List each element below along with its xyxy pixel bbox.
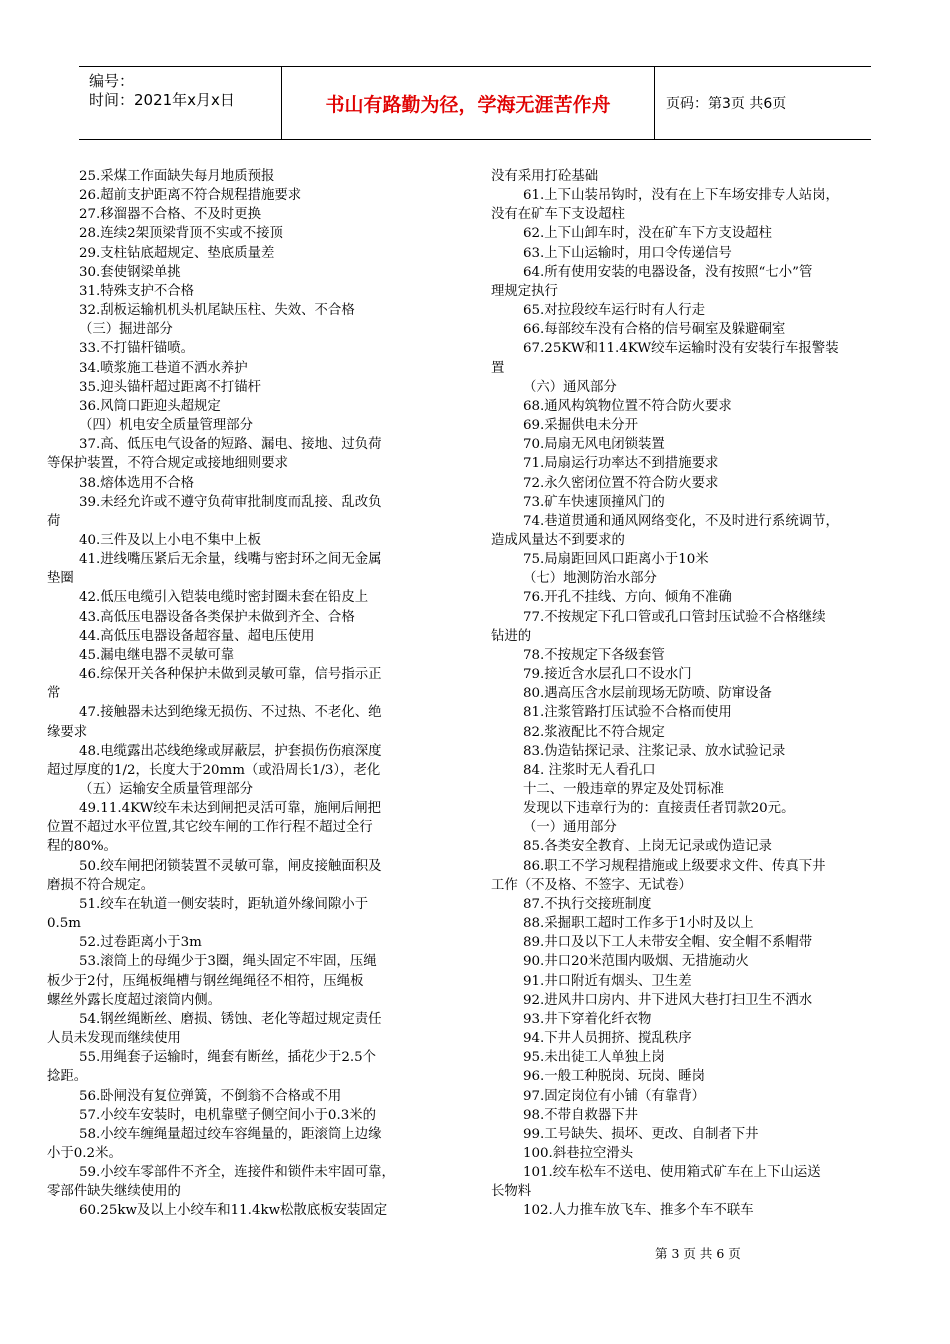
text-line: 100.斜巷拉空滑头 [523, 1145, 634, 1161]
document-number-label: 编号： [89, 72, 135, 90]
text-line: 缘要求 [47, 724, 88, 740]
text-line: 捻距。 [47, 1069, 88, 1085]
text-line: 55.用绳套子运输时，绳套有断丝，插花少于2.5个 [79, 1050, 377, 1066]
text-line: 没有在矿车下支设超柱 [491, 207, 625, 223]
text-line: 33.不打锚杆锚喷。 [79, 341, 195, 357]
header-meta [79, 67, 281, 139]
text-line: 51.绞车在轨道一侧安装时，距轨道外缘间隙小于 [79, 896, 369, 912]
text-line: 31.特殊支护不合格 [79, 283, 195, 299]
text-line: 26.超前支护距离不符合规程措施要求 [79, 188, 302, 204]
text-line: 96.一般工种脱岗、玩岗、睡岗 [523, 1069, 705, 1085]
text-line: 50.绞车闸把闭锁装置不灵敏可靠，闸皮接触面积及 [79, 858, 382, 874]
text-line: （七）地测防治水部分 [523, 571, 657, 587]
text-line: 39.未经允许或不遵守负荷审批制度而乱接、乱改负 [79, 494, 382, 510]
text-line: 56.卧闸没有复位弹簧，不倒翁不合格或不用 [79, 1088, 342, 1104]
text-line: 61.上下山装吊钩时，没有在上下车场安排专人站岗， [523, 188, 839, 204]
text-line: （五）运输安全质量管理部分 [79, 782, 254, 797]
text-line: 85.各类安全教育、上岗无记录或伪造记录 [523, 839, 772, 855]
text-line: （三）掘进部分 [79, 322, 173, 338]
text-line: 91.井口附近有烟头、卫生差 [523, 973, 692, 989]
text-line: 99.工号缺失、损坏、更改、自制者下井 [523, 1126, 759, 1142]
text-line: 95.未出徒工人单独上岗 [523, 1050, 665, 1066]
text-line: 等保护装置，不符合规定或接地细则要求 [47, 456, 289, 472]
text-line: 92.进风井口房内、井下进风大巷打扫卫生不洒水 [523, 992, 813, 1008]
text-line: 螺丝外露长度超过滚筒内侧。 [47, 992, 222, 1008]
header-motto: 书山有路勤为径，学海无涯苦作舟 [281, 67, 655, 139]
text-line: 程的80%。 [47, 839, 117, 855]
text-line: 41.进线嘴压紧后无余量，线嘴与密封环之间无金属 [79, 552, 382, 568]
text-line: 29.支柱钻底超规定、垫底质量差 [79, 245, 275, 261]
text-line: 53.滚筒上的母绳少于3圈，绳头固定不牢固，压绳 [79, 954, 377, 970]
text-line: 49.11.4KW绞车未达到闸把灵活可靠，施闸后闸把 [79, 801, 382, 817]
text-line: 67.25KW和11.4KW绞车运输时没有安装行车报警装 [523, 341, 839, 357]
text-line: 76.开孔不挂线、方向、倾角不准确 [523, 590, 732, 606]
text-line: 28.连续2架顶梁背顶不实或不接顶 [79, 226, 283, 242]
text-line: 34.喷浆施工巷道不洒水养护 [79, 360, 248, 376]
text-line: 垫圈 [47, 571, 74, 587]
text-line: 87.不执行交接班制度 [523, 896, 652, 912]
text-line: 71.局扇运行功率达不到措施要求 [523, 456, 719, 472]
text-line: 36.风筒口距迎头超规定 [79, 398, 221, 414]
text-line: 十二、一般违章的界定及处罚标准 [523, 782, 724, 797]
text-line: 69.采掘供电未分开 [523, 418, 639, 434]
text-line: 人员未发现而继续使用 [47, 1031, 181, 1047]
text-line: 30.套使钢梁单挑 [79, 264, 181, 280]
left-column [47, 167, 460, 1221]
text-line: （四）机电安全质量管理部分 [79, 418, 254, 434]
text-line: 73.矿车快速顶撞风门的 [523, 494, 665, 510]
text-line: 78.不按规定下各级套管 [523, 647, 665, 663]
text-line: 93.井下穿着化纤衣物 [523, 1011, 652, 1027]
header-page-label: 页码：第3页 共6页 [666, 96, 787, 112]
text-line: 52.过卷距离小于3m [79, 935, 202, 951]
text-line: 44.高低压电器设备超容量、超电压使用 [79, 628, 315, 644]
text-line: 工作（不及格、不签字、无试卷） [491, 877, 692, 893]
text-line: 63.上下山运输时，用口令传递信号 [523, 245, 732, 261]
text-line: 25.采煤工作面缺失每月地质预报 [79, 169, 275, 184]
right-column [491, 167, 906, 1221]
text-line: 没有采用打砼基础 [491, 169, 599, 184]
text-line: 荷 [47, 513, 61, 529]
text-line: 75.局扇距回风口距离小于10米 [523, 552, 709, 568]
text-line: 65.对拉段绞车运行时有人行走 [523, 303, 705, 319]
text-line: 72.永久密闭位置不符合防火要求 [523, 475, 719, 491]
text-line: 磨损不符合规定。 [47, 877, 155, 893]
text-line: （六）通风部分 [523, 379, 617, 395]
text-line: 64.所有使用安装的电器设备，没有按照“七小”管 [523, 264, 813, 280]
text-line: 32.刮板运输机机头机尾缺压柱、失效、不合格 [79, 303, 355, 319]
text-line: 79.接近含水层孔口不设水门 [523, 667, 692, 683]
text-line: 理规定执行 [491, 283, 558, 299]
text-line: 常 [47, 686, 61, 702]
text-line: 97.固定岗位有小铺（有靠背） [523, 1088, 705, 1104]
text-line: 0.5m [47, 916, 81, 932]
text-line: 101.绞车松车不送电、使用箱式矿车在上下山运送 [523, 1165, 821, 1181]
text-line: 27.移溜器不合格、不及时更换 [79, 207, 261, 223]
text-line: 造成风量达不到要求的 [491, 532, 625, 548]
text-line: 80.遇高压含水层前现场无防喷、防窜设备 [523, 686, 772, 702]
text-line: 81.注浆管路打压试验不合格而使用 [523, 705, 732, 721]
text-line: 58.小绞车缠绳量超过绞车容绳量的，距滚筒上边缘 [79, 1126, 382, 1142]
text-line: 钻进的 [491, 628, 532, 644]
text-line: 42.低压电缆引入铠装电缆时密封圈未套在铅皮上 [79, 590, 369, 606]
text-line: 43.高低压电器设备各类保护未做到齐全、合格 [79, 609, 355, 625]
text-line: 35.迎头锚杆超过距离不打锚杆 [79, 379, 261, 395]
text-line: 88.采掘职工超时工作多于1小时及以上 [523, 916, 754, 932]
text-line: 59.小绞车零部件不齐全，连接件和锁件未牢固可靠， [79, 1165, 395, 1181]
text-line: 37.高、低压电气设备的短路、漏电、接地、过负荷 [79, 437, 382, 453]
text-line: 74.巷道贯通和通风网络变化，不及时进行系统调节， [523, 513, 839, 529]
text-line: 54.钢丝绳断丝、磨损、锈蚀、老化等超过规定责任 [79, 1011, 382, 1027]
page-footer: 第 3 页 共 6 页 [655, 1246, 741, 1261]
text-line: 38.熔体选用不合格 [79, 475, 195, 491]
text-line: 94.下井人员拥挤、搅乱秩序 [523, 1031, 692, 1047]
text-line: 48.电缆露出芯线绝缘或屏蔽层，护套损伤伤痕深度 [79, 743, 382, 759]
text-line: 62.上下山卸车时，没在矿车下方支设超柱 [523, 226, 772, 242]
text-line: 47.接触器未达到绝缘无损伤、不过热、不老化、绝 [79, 705, 382, 721]
text-line: 长物料 [491, 1184, 532, 1200]
text-line: 77.不按规定下孔口管或孔口管封压试验不合格继续 [523, 609, 826, 625]
text-line: 82.浆液配比不符合规定 [523, 724, 665, 740]
text-line: 98.不带自救器下井 [523, 1107, 639, 1123]
text-line: 90.井口20米范围内吸烟、无措施动火 [523, 954, 749, 970]
text-line: 57.小绞车安装时，电机靠壁子侧空间小于0.3米的 [79, 1107, 377, 1123]
text-line: 小于0.2米。 [47, 1145, 122, 1161]
text-line: 发现以下违章行为的：直接责任者罚款20元。 [523, 801, 795, 817]
text-line: 板少于2付，压绳板绳槽与钢丝绳绳径不相符，压绳板 [47, 973, 364, 989]
document-time-label: 时间：2021年x月x日 [89, 91, 235, 109]
page-header [79, 66, 871, 140]
text-line: 68.通风构筑物位置不符合防火要求 [523, 398, 732, 414]
text-line: 45.漏电继电器不灵敏可靠 [79, 647, 235, 663]
text-line: 置 [491, 360, 505, 376]
text-line: 84. 注浆时无人看孔口 [523, 762, 656, 778]
text-line: 超过厚度的1/2，长度大于20mm（或沿周长1/3），老化 [47, 762, 381, 778]
text-line: 86.职工不学习规程措施或上级要求文件、传真下井 [523, 858, 826, 874]
text-line: 70.局扇无风电闭锁装置 [523, 437, 665, 453]
text-line: 66.每部绞车没有合格的信号硐室及躲避硐室 [523, 322, 786, 338]
text-line: 60.25kw及以上小绞车和11.4kw松散底板安装固定 [79, 1203, 388, 1219]
text-line: 89.井口及以下工人未带安全帽、安全帽不系帽带 [523, 935, 813, 951]
text-line: 位置不超过水平位置,其它绞车闸的工作行程不超过全行 [47, 820, 373, 836]
text-line: 102.人力推车放飞车、推多个车不联车 [523, 1203, 754, 1219]
text-line: 零部件缺失继续使用的 [47, 1184, 181, 1200]
text-line: （一）通用部分 [523, 820, 617, 836]
text-line: 46.综保开关各种保护未做到灵敏可靠，信号指示正 [79, 667, 382, 683]
text-line: 83.伪造钻探记录、注浆记录、放水试验记录 [523, 743, 786, 759]
text-line: 40.三件及以上小电不集中上板 [79, 532, 261, 548]
